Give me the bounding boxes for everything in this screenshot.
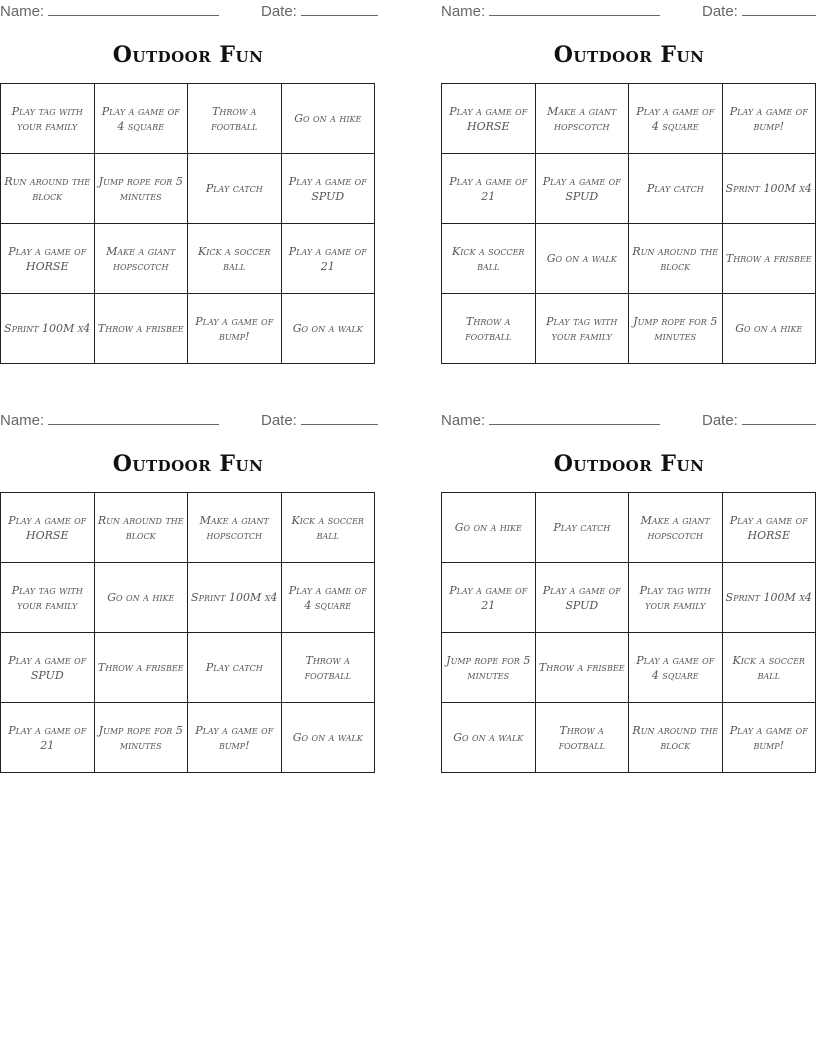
date-field xyxy=(261,1,378,20)
name-label: Name: xyxy=(0,3,45,20)
bingo-cell: Go on a walk xyxy=(282,294,376,364)
bingo-cell: Make a giant hopscotch xyxy=(95,224,189,294)
bingo-cell: Go on a walk xyxy=(442,703,536,773)
bingo-cell: Play tag with your family xyxy=(629,563,723,633)
name-date-row xyxy=(441,0,816,22)
bingo-cell: Play a game of 4 square xyxy=(282,563,376,633)
date-field xyxy=(261,410,378,429)
card-title: Outdoor Fun xyxy=(112,42,264,68)
bingo-grid xyxy=(0,492,375,773)
bingo-cell: Kick a soccer ball xyxy=(723,633,816,703)
name-field xyxy=(441,410,660,429)
name-blank-line xyxy=(48,1,219,16)
bingo-cell: Play a game of bump! xyxy=(188,294,282,364)
name-blank-line xyxy=(489,1,660,16)
bingo-cell: Play catch xyxy=(536,493,630,563)
bingo-cell: Run around the block xyxy=(629,224,723,294)
bingo-cell: Sprint 100M x4 xyxy=(1,294,95,364)
date-label: Date: xyxy=(702,3,738,20)
bingo-cell: Kick a soccer ball xyxy=(282,493,376,563)
date-label: Date: xyxy=(261,3,297,20)
bingo-cell: Play a game of HORSE xyxy=(1,493,95,563)
bingo-cell: Play a game of HORSE xyxy=(723,493,816,563)
bingo-card xyxy=(0,0,376,343)
bingo-cell: Play catch xyxy=(188,154,282,224)
bingo-cell: Run around the block xyxy=(629,703,723,773)
bingo-cell: Play a game of 21 xyxy=(442,563,536,633)
bingo-cell: Play tag with your family xyxy=(536,294,630,364)
bingo-cell: Play a game of SPUD xyxy=(536,563,630,633)
card-title: Outdoor Fun xyxy=(112,451,264,477)
bingo-cell: Play a game of 4 square xyxy=(629,633,723,703)
bingo-cell: Play tag with your family xyxy=(1,563,95,633)
bingo-cell: Run around the block xyxy=(95,493,189,563)
bingo-cell: Throw a football xyxy=(188,84,282,154)
name-label: Name: xyxy=(441,412,486,429)
name-field xyxy=(0,410,219,429)
bingo-cell: Kick a soccer ball xyxy=(442,224,536,294)
name-blank-line xyxy=(489,410,660,425)
bingo-cell: Play a game of SPUD xyxy=(282,154,376,224)
bingo-cell: Go on a hike xyxy=(95,563,189,633)
bingo-cell: Jump rope for 5 minutes xyxy=(95,154,189,224)
bingo-cell: Play a game of 4 square xyxy=(95,84,189,154)
bingo-cell: Throw a frisbee xyxy=(95,294,189,364)
bingo-cell: Make a giant hopscotch xyxy=(536,84,630,154)
bingo-cell: Jump rope for 5 minutes xyxy=(95,703,189,773)
name-date-row xyxy=(441,409,816,431)
bingo-cell: Play a game of bump! xyxy=(723,84,816,154)
bingo-cell: Go on a walk xyxy=(536,224,630,294)
bingo-cell: Throw a frisbee xyxy=(95,633,189,703)
bingo-cell: Run around the block xyxy=(1,154,95,224)
date-label: Date: xyxy=(261,412,297,429)
bingo-grid xyxy=(0,83,375,364)
bingo-cell: Play a game of SPUD xyxy=(1,633,95,703)
name-field xyxy=(0,1,219,20)
bingo-grid xyxy=(441,492,816,773)
bingo-card xyxy=(441,409,816,752)
bingo-grid xyxy=(441,83,816,364)
bingo-cell: Sprint 100M x4 xyxy=(723,563,816,633)
name-date-row xyxy=(0,409,376,431)
bingo-cell: Play a game of 21 xyxy=(442,154,536,224)
bingo-cell: Play tag with your family xyxy=(1,84,95,154)
card-title: Outdoor Fun xyxy=(553,42,705,68)
bingo-cell: Play catch xyxy=(629,154,723,224)
bingo-cell: Sprint 100M x4 xyxy=(188,563,282,633)
bingo-cell: Play catch xyxy=(188,633,282,703)
bingo-cell: Play a game of bump! xyxy=(723,703,816,773)
date-blank-line xyxy=(301,410,378,425)
bingo-cell: Play a game of SPUD xyxy=(536,154,630,224)
name-field xyxy=(441,1,660,20)
bingo-cell: Go on a hike xyxy=(723,294,816,364)
date-blank-line xyxy=(742,410,816,425)
bingo-cell: Play a game of bump! xyxy=(188,703,282,773)
date-field xyxy=(702,410,816,429)
date-label: Date: xyxy=(702,412,738,429)
bingo-cell: Play a game of 4 square xyxy=(629,84,723,154)
name-label: Name: xyxy=(0,412,45,429)
bingo-cell: Make a giant hopscotch xyxy=(629,493,723,563)
bingo-cell: Throw a football xyxy=(282,633,376,703)
date-blank-line xyxy=(742,1,816,16)
bingo-cell: Play a game of HORSE xyxy=(1,224,95,294)
bingo-cell: Throw a football xyxy=(536,703,630,773)
bingo-cell: Play a game of 21 xyxy=(1,703,95,773)
bingo-cell: Go on a walk xyxy=(282,703,376,773)
bingo-cell: Play a game of HORSE xyxy=(442,84,536,154)
card-title: Outdoor Fun xyxy=(553,451,705,477)
date-blank-line xyxy=(301,1,378,16)
bingo-cell: Sprint 100M x4 xyxy=(723,154,816,224)
bingo-cell: Throw a frisbee xyxy=(536,633,630,703)
bingo-card xyxy=(441,0,816,343)
bingo-cell: Go on a hike xyxy=(442,493,536,563)
bingo-cell: Go on a hike xyxy=(282,84,376,154)
name-date-row xyxy=(0,0,376,22)
name-label: Name: xyxy=(441,3,486,20)
bingo-cell: Kick a soccer ball xyxy=(188,224,282,294)
bingo-cell: Jump rope for 5 minutes xyxy=(442,633,536,703)
bingo-cell: Jump rope for 5 minutes xyxy=(629,294,723,364)
name-blank-line xyxy=(48,410,219,425)
bingo-cell: Play a game of 21 xyxy=(282,224,376,294)
bingo-card xyxy=(0,409,376,752)
date-field xyxy=(702,1,816,20)
bingo-cell: Throw a football xyxy=(442,294,536,364)
bingo-cell: Make a giant hopscotch xyxy=(188,493,282,563)
bingo-cell: Throw a frisbee xyxy=(723,224,816,294)
